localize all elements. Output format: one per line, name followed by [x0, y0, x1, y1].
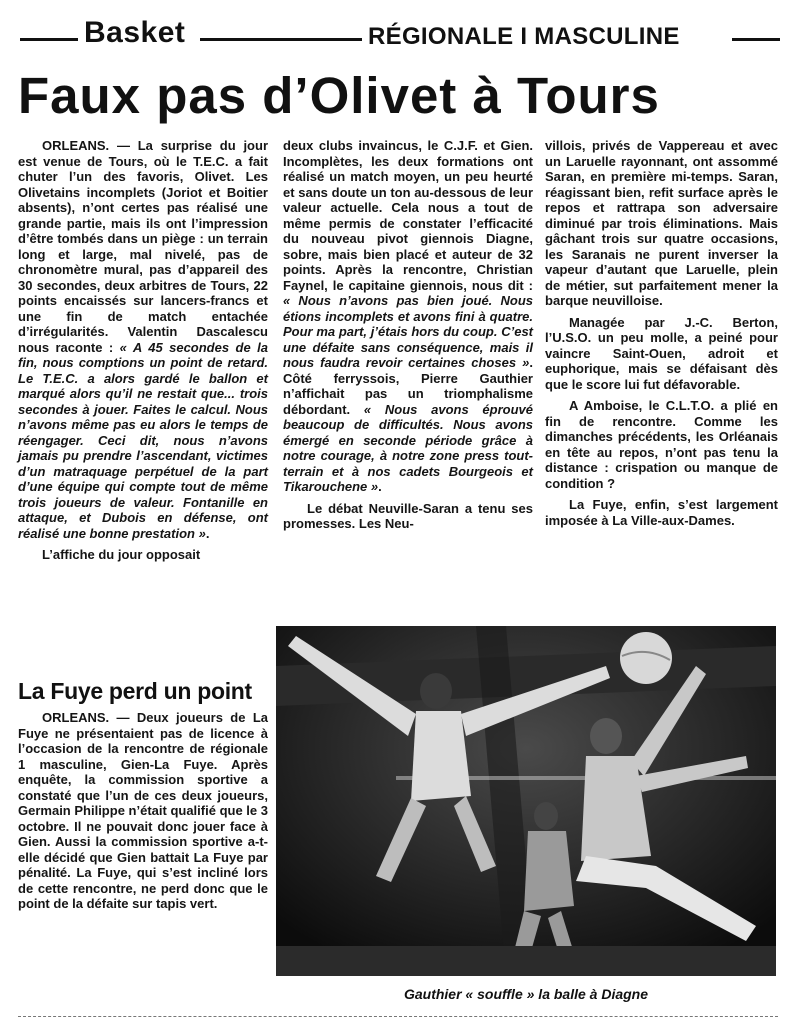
body-text: A Amboise, le C.L.T.O. a plié en fin de rencontre. Comme les dimanches précédents, les Orléanais en tête au repos, n’ont pas tenu la distance : crispation ou manque de condition ? [545, 398, 778, 491]
body-text: Managée par J.-C. Berton, l’U.S.O. un peu molle, a peiné pour vaincre Saint-Ouen, adroit et euphorique, mais se défaisant dès que le score lui fut défavorable. [545, 314, 778, 392]
body-text: L’affiche du jour opposait [42, 547, 201, 562]
page-header [20, 14, 780, 58]
photo-caption: Gauthier « souffle » la balle à Diagne [403, 986, 649, 1002]
bottom-divider [18, 1016, 778, 1018]
secondary-article-body [18, 710, 268, 912]
paragraph [18, 138, 268, 541]
header-rule-left [20, 38, 78, 41]
paragraph [283, 138, 533, 495]
body-text: villois, privés de Vappereau et avec un Laruelle rayonnant, ont assommé Saran, en première mi-temps. Saran, réagissant bien, refit surface après le repos et rattrapa son adversaire diminué par trois éliminations. Mais gâchant trois sur quatre occasions, les Saranais ne purent inverser la vapeur d’autant que Laruelle, plein de métier, sut parfaitement mener la barque neuvilloise. [545, 138, 778, 308]
body-text: . [378, 479, 382, 494]
secondary-headline: La Fuye perd un point [18, 678, 252, 704]
quote-text: « A 45 secondes de la fin, nous comptions un point de retard. Le T.E.C. a alors gardé le ballon et marqué alors qu’il ne restait que... trois secondes à jouer. Faites le calcul. Nous n’avons même pas eu alors le temps de réengager. Ceci dit, nous n’avons jamais pu prendre l’ascendant, victimes d’un matraquage perpétuel de la part d’une équipe qui compte tout de même trois joueurs de valeur. Fontanille en attaque, et Dubois en défense, ont réalisé une bonne prestation » [18, 339, 268, 541]
article-column-2 [283, 138, 533, 532]
quote-text: « Nous avons éprouvé beaucoup de difficultés. Nous avons émergé en seconde période grâce à notre courage, à notre zone press tout-terrain et à nos cadets Bourgeois et Tikarouchene » [283, 401, 533, 494]
quote-text: « Nous n’avons pas bien joué. Nous étions incomplets et avons fini à quatre. Pour ma part, j’étais hors du coup. C’est une défaite sans conséquence, mais il nous faudra revoir certaines choses » [283, 293, 533, 370]
header-rule-middle [200, 38, 362, 41]
section-label: Basket [84, 16, 186, 49]
basketball-photo [276, 626, 776, 976]
body-text: . Côté ferryssois, Pierre Gauthier n’affichait pas un triomphalisme débordant. [283, 355, 533, 417]
header-rule-right [732, 38, 780, 41]
body-text: La Fuye, enfin, s’est largement imposée à La Ville-aux-Dames. [545, 497, 778, 528]
paragraph [283, 501, 533, 532]
paragraph [18, 547, 268, 563]
body-text: . [205, 525, 210, 541]
body-text: Le débat Neuville-Saran a tenu ses promesses. Les Neu- [283, 500, 533, 531]
subsection-label: RÉGIONALE I MASCULINE [368, 23, 680, 50]
paragraph [545, 315, 778, 393]
body-text: ORLEANS. — Deux joueurs de La Fuye ne présentaient pas de licence à l’occasion de la rencontre de régionale 1 masculine, Gien-La Fuye. Après enquête, la commission sportive a constaté que l’un de ces deux joueurs, Germain Philippe n’était qualifié que le 3 octobre. Il ne pouvait donc jouer face à Gien. Aussi la commission sportive a-t-elle décidé que Gien battait La Fuye par pénalité. La Fuye, qui s’est incliné lors de cette rencontre, ne perd donc que le point de la défaite sur tapis vert. [18, 710, 268, 911]
article-column-1 [18, 138, 268, 563]
paragraph [545, 497, 778, 528]
headline: Faux pas d’Olivet à Tours [18, 67, 660, 124]
body-text: ORLEANS. — La surprise du jour est venue de Tours, où le T.E.C. a fait chuter l’un des favoris, Olivet. Les Olivetains incomplets (Joriot et Boitier absents), n’ont certes pas réalisé une grande partie, mais ils ont l’impression d’être tombés dans un piège : un terrain long et large, mal nivelé, pas de chronomètre mural, pas d’appareil des 30 secondes, deux arbitres de Tours, 22 points encaissés sur lancers-francs et une fin de match entachée d’irrégularités. Valentin Dascalescu nous raconte : [18, 138, 268, 355]
paragraph [545, 138, 778, 309]
paragraph [18, 710, 268, 912]
article-column-3 [545, 138, 778, 528]
paragraph [545, 398, 778, 491]
photo-illustration [276, 626, 776, 976]
body-text: deux clubs invaincus, le C.J.F. et Gien. Incomplètes, les deux formations ont réalisé un match moyen, un peu heurté et sans doute un ton au-dessous de leur valeur actuelle. Cela nous a tout de même permis de constater l’efficacité du nouveau pivot giennois Diagne, sobre, mais bien placé et auteur de 32 points. Après la rencontre, Christian Faynel, le capitaine giennois, nous dit : [283, 138, 533, 293]
